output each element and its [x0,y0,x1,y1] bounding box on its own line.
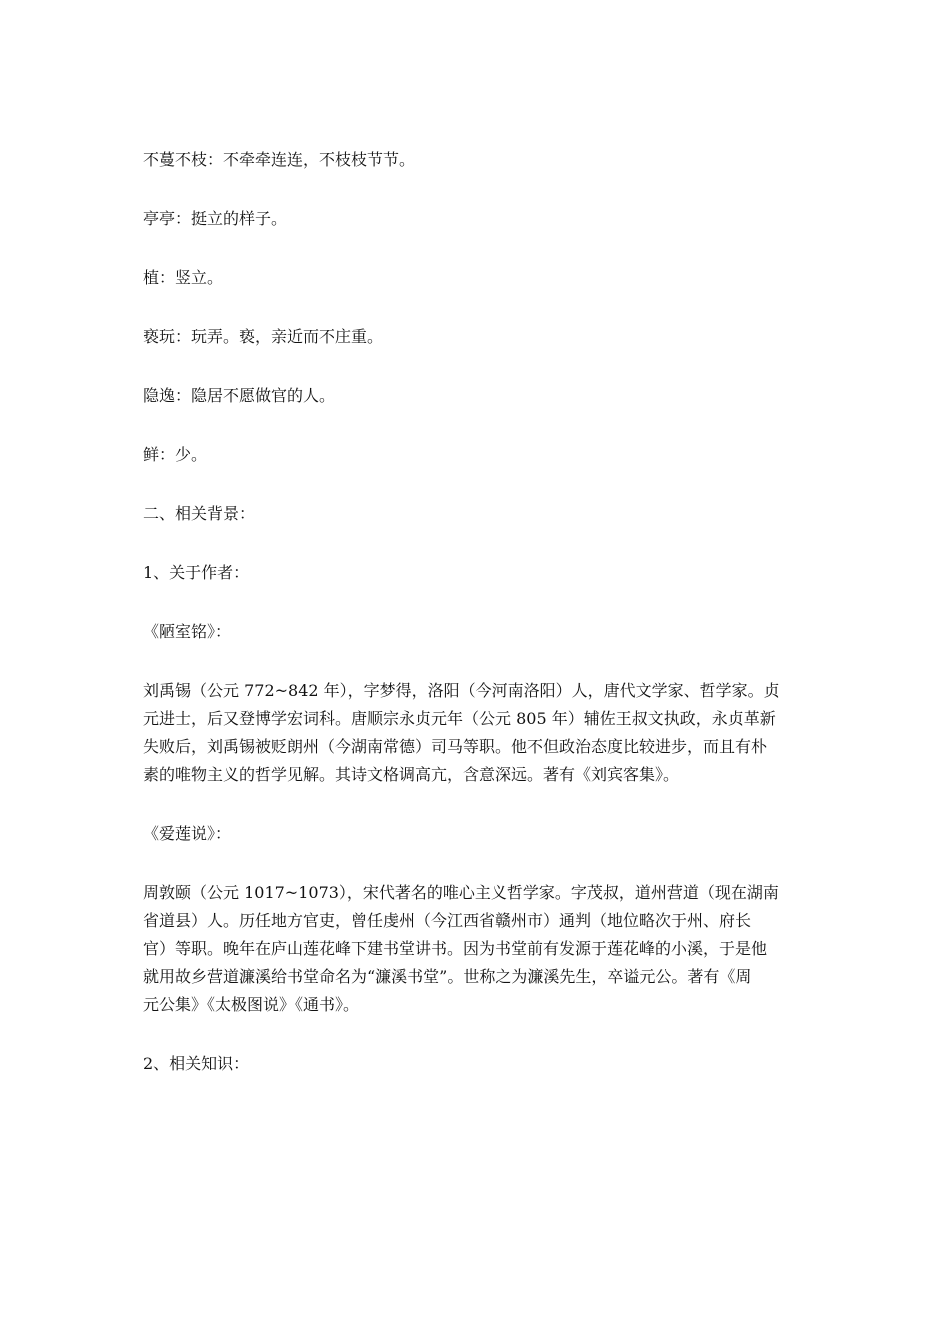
gloss-item-buman: 不蔓不枝：不牵牵连连，不枝枝节节。 [143,150,416,169]
subheading-author: 1、关于作者： [143,563,250,582]
gloss-item-zhi: 植：竖立。 [143,268,224,287]
paragraph-zhou-dunyi [143,879,807,1019]
paragraph-line: 就用故乡营道濂溪给书堂命名为“濂溪书堂”。世称之为濂溪先生，卒谥元公。著有《周 [143,967,752,986]
paragraph-line: 官）等职。晚年在庐山莲花峰下建书堂讲书。因为书堂前有发源于莲花峰的小溪，于是他 [143,939,768,958]
gloss-item-tingting: 亭亭：挺立的样子。 [143,209,288,228]
gloss-item-xiewan: 亵玩：玩弄。亵，亲近而不庄重。 [143,327,384,346]
subheading-knowledge: 2、相关知识： [143,1054,250,1073]
title-ailian: 《爱莲说》： [143,824,232,843]
gloss-item-yinyi: 隐逸：隐居不愿做官的人。 [143,386,336,405]
gloss-item-xian: 鲜：少。 [143,445,208,464]
paragraph-liu-yuxi [143,677,807,789]
title-louse: 《陋室铭》： [143,622,232,641]
paragraph-line: 周敦颐（公元 1017~1073），宋代著名的唯心主义哲学家。字茂叔，道州营道（现在湖南 [143,883,779,902]
paragraph-line: 元公集》《太极图说》《通书》。 [143,995,360,1014]
document-page [143,146,807,1078]
paragraph-line: 素的唯物主义的哲学见解。其诗文格调高亢，含意深远。著有《刘宾客集》。 [143,765,680,784]
paragraph-line: 省道县）人。历任地方官吏，曾任虔州（今江西省赣州市）通判（地位略次于州、府长 [143,911,752,930]
paragraph-line: 失败后，刘禹锡被贬朗州（今湖南常德）司马等职。他不但政治态度比较进步，而且有朴 [143,737,768,756]
paragraph-line: 元进士，后又登博学宏词科。唐顺宗永贞元年（公元 805 年）辅佐王叔文执政，永贞革新 [143,709,776,728]
section-heading-background: 二、相关背景： [143,504,256,523]
paragraph-line: 刘禹锡（公元 772~842 年），字梦得，洛阳（今河南洛阳）人，唐代文学家、哲学家。贞 [143,681,780,700]
